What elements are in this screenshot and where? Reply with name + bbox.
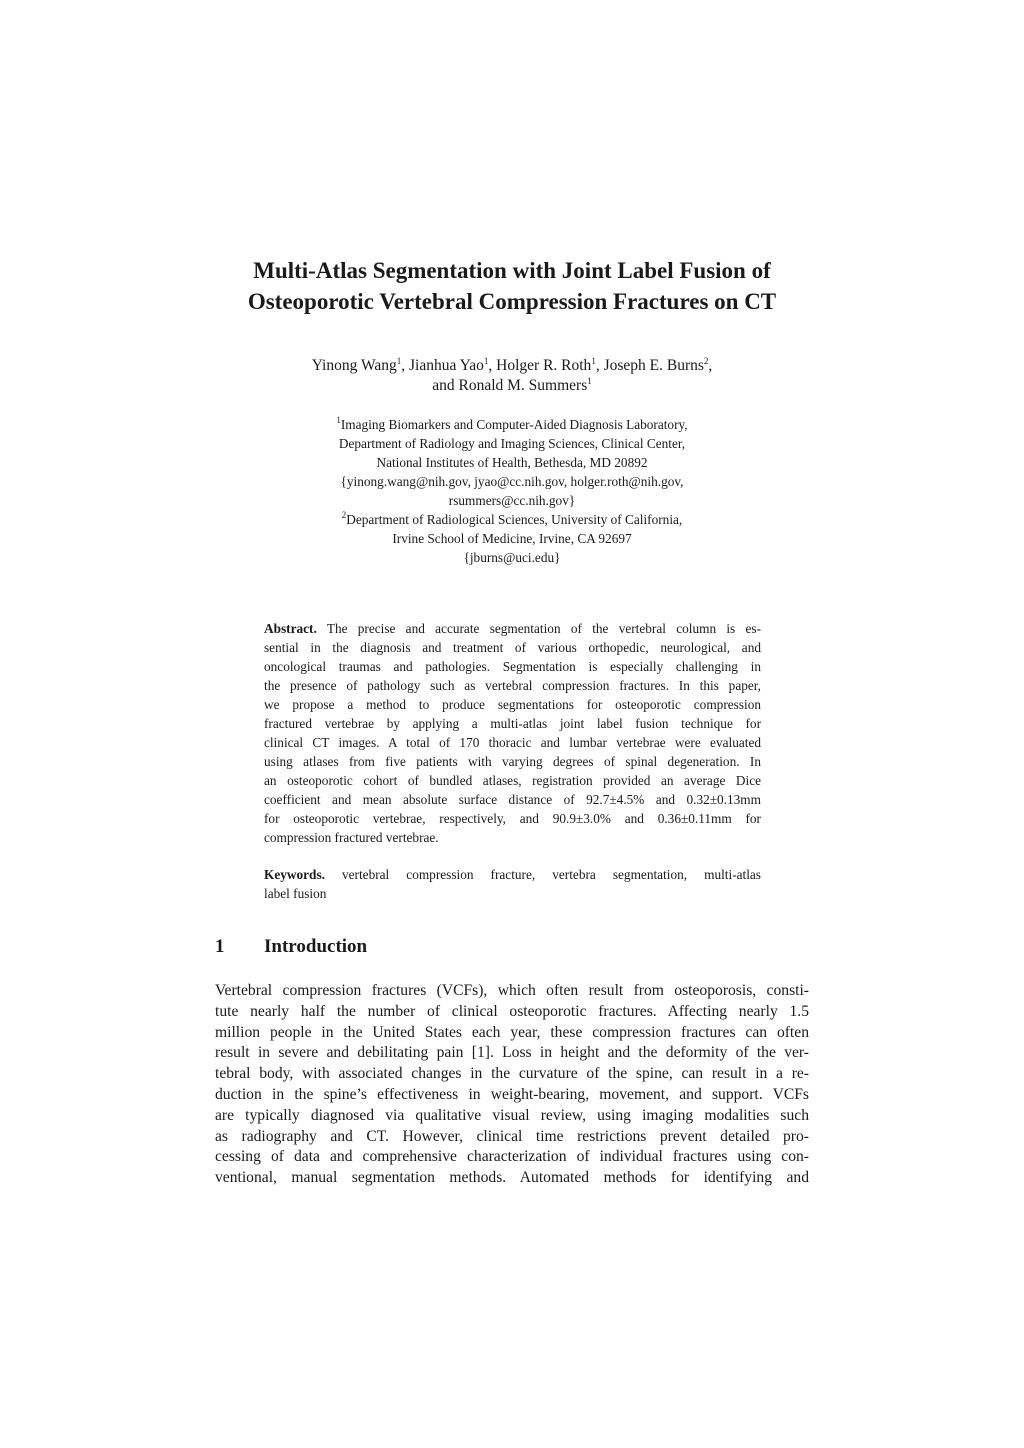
- abstract-label: Abstract.: [264, 621, 317, 636]
- author-affiliation-mark: 1: [483, 356, 489, 366]
- author-name: and Ronald M. Summers: [432, 377, 588, 394]
- affiliation-2-emails: {jburns@uci.edu}: [463, 550, 561, 565]
- affiliation-2-line: [120, 510, 904, 529]
- section-number: 1: [215, 936, 225, 957]
- author-list: [120, 356, 904, 396]
- author-name: , Jianhua Yao: [401, 357, 484, 374]
- keywords-text: vertebral compression fracture, vertebra segmentation, multi-atlas: [324, 867, 761, 882]
- paragraph-line: Vertebral compression fractures (VCFs), which often result from osteoporosis, consti-: [215, 982, 809, 999]
- abstract-line: the presence of pathology such as vertebral compression fractures. In this paper,: [264, 678, 761, 693]
- affiliation-1-line: [120, 415, 904, 434]
- abstract-line: coefficient and mean absolute surface distance of 92.7±4.5% and 0.32±0.13mm: [264, 792, 761, 807]
- title-line-2: Osteoporotic Vertebral Compression Fractures on CT: [247, 289, 777, 314]
- author-separator: ,: [708, 357, 713, 374]
- section-title: Introduction: [264, 936, 368, 957]
- abstract-line: oncological traumas and pathologies. Segmentation is especially challenging in: [264, 659, 761, 674]
- author-name: , Holger R. Roth: [488, 357, 592, 374]
- introduction-paragraph: [215, 981, 809, 1189]
- author-affiliation-mark: 1: [587, 376, 592, 386]
- authors-line-1: [120, 356, 904, 376]
- author-affiliation-mark: 1: [591, 356, 596, 366]
- abstract-line: an osteoporotic cohort of bundled atlases, registration provided an average Dice: [264, 773, 761, 788]
- affiliation-1-emails: {yinong.wang@nih.gov, jyao@cc.nih.gov, holger.roth@nih.gov,: [340, 474, 684, 489]
- keywords-line: [264, 865, 761, 884]
- abstract-line: clinical CT images. A total of 170 thoracic and lumbar vertebrae were evaluated: [264, 735, 761, 750]
- affiliation-text: Imaging Biomarkers and Computer-Aided Diagnosis Laboratory,: [340, 417, 688, 432]
- author-affiliation-mark: 1: [396, 356, 402, 366]
- abstract-line: we propose a method to produce segmentations for osteoporotic compression: [264, 697, 761, 712]
- affiliations: [120, 415, 904, 567]
- authors-line-2: [120, 376, 904, 396]
- abstract: [264, 619, 761, 847]
- affiliation-1-line: Department of Radiology and Imaging Sciences, Clinical Center,: [338, 436, 686, 451]
- keywords-line: label fusion: [264, 886, 327, 901]
- affiliation-1-line: National Institutes of Health, Bethesda, MD 20892: [376, 455, 648, 470]
- affiliation-1-emails: rsummers@cc.nih.gov}: [448, 493, 576, 508]
- abstract-line: using atlases from five patients with varying degrees of spinal degeneration. In: [264, 754, 761, 769]
- paragraph-line: duction in the spine’s effectiveness in weight-bearing, movement, and support. VCFs: [215, 1085, 809, 1103]
- abstract-line: for osteoporotic vertebrae, respectively, and 90.9±3.0% and 0.36±0.11mm for: [264, 811, 761, 826]
- paragraph-line: as radiography and CT. However, clinical time restrictions prevent detailed pro-: [215, 1127, 809, 1145]
- paragraph-line: result in severe and debilitating pain [1]. Loss in height and the deformity of the ver-: [215, 1044, 809, 1062]
- paragraph-line: tute nearly half the number of clinical osteoporotic fractures. Affecting nearly 1.5: [215, 1002, 809, 1020]
- paper-title: [120, 255, 904, 317]
- abstract-line: fractured vertebrae by applying a multi-atlas joint label fusion technique for: [264, 716, 761, 731]
- author-name: , Joseph E. Burns: [595, 357, 704, 374]
- abstract-line: [264, 619, 761, 638]
- section-heading: [215, 935, 367, 959]
- author-name: Yinong Wang: [311, 357, 397, 374]
- paragraph-line: million people in the United States each year, these compression fractures can often: [215, 1023, 809, 1041]
- affiliation-text: Department of Radiological Sciences, University of California,: [346, 512, 683, 527]
- abstract-line: sential in the diagnosis and treatment of various orthopedic, neurological, and: [264, 640, 761, 655]
- abstract-line: compression fractured vertebrae.: [264, 830, 439, 845]
- author-affiliation-mark: 2: [703, 356, 709, 366]
- paragraph-line: are typically diagnosed via qualitative visual review, using imaging modalities such: [215, 1106, 809, 1124]
- affiliation-2-line: Irvine School of Medicine, Irvine, CA 92697: [392, 531, 632, 546]
- paragraph-line: tebral body, with associated changes in the curvature of the spine, can result in a re-: [215, 1065, 809, 1083]
- paragraph-line: ventional, manual segmentation methods. Automated methods for identifying and: [215, 1169, 809, 1187]
- paragraph-line: cessing of data and comprehensive characterization of individual fractures using con-: [215, 1148, 809, 1166]
- affiliation-mark: 2: [341, 510, 347, 520]
- title-line-1: Multi-Atlas Segmentation with Joint Label Fusion of: [253, 258, 771, 283]
- keywords: [264, 865, 761, 903]
- abstract-text: The precise and accurate segmentation of the vertebral column is es-: [316, 621, 761, 636]
- keywords-label: Keywords.: [264, 867, 325, 882]
- affiliation-mark: 1: [336, 415, 341, 425]
